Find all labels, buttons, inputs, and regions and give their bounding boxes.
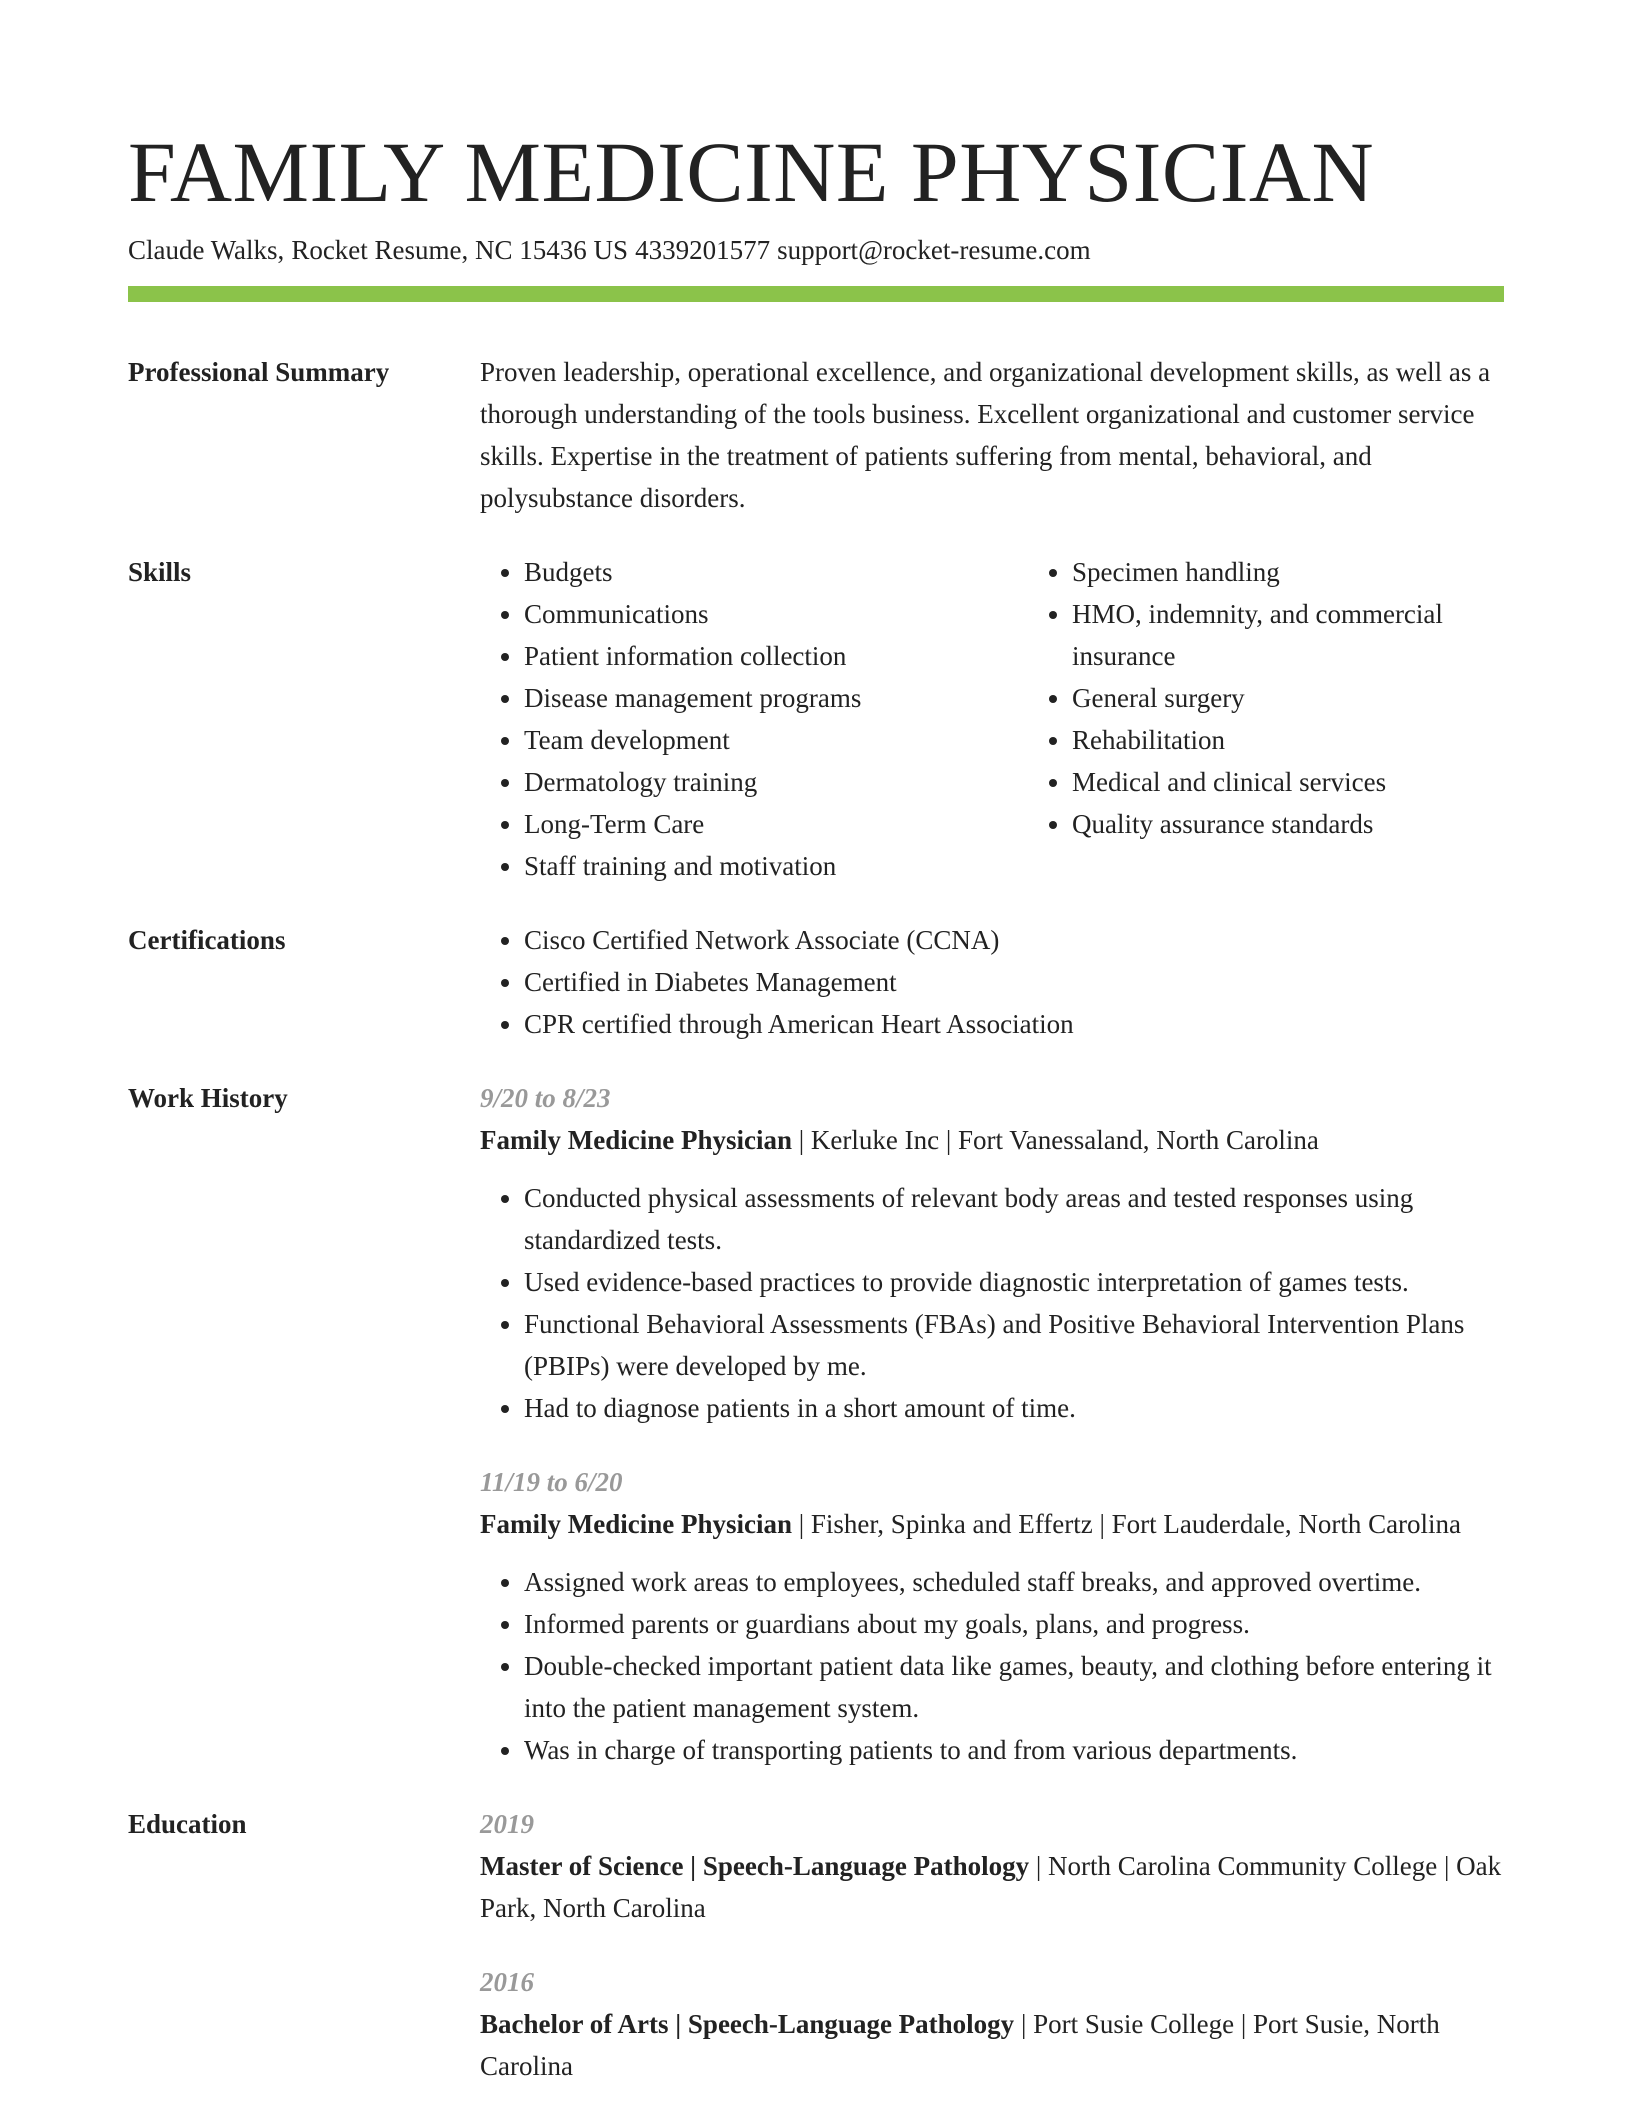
job-heading xyxy=(480,1119,1504,1161)
work-history-section xyxy=(128,1077,1504,1771)
skill-item: • Rehabilitation xyxy=(1072,719,1532,761)
education-entry xyxy=(480,1961,1504,2087)
skills-body xyxy=(480,551,1532,887)
skill-item: • Quality assurance standards xyxy=(1072,803,1532,845)
education-heading-line xyxy=(480,2003,1504,2087)
certifications-heading: Certifications xyxy=(128,925,286,955)
job-duty: • Was in charge of transporting patients to and from various departments. xyxy=(524,1729,1504,1771)
job-duty: • Assigned work areas to employees, scheduled staff breaks, and approved overtime. xyxy=(524,1561,1504,1603)
job-duty: • Double-checked important patient data like games, beauty, and clothing before entering it into the patient management system. xyxy=(524,1645,1504,1729)
skill-item: • Patient information collection xyxy=(524,635,1028,677)
job-entry xyxy=(480,1461,1504,1771)
job-date: 9/20 to 8/23 xyxy=(480,1083,611,1113)
job-duty: • Functional Behavioral Assessments (FBAs) and Positive Behavioral Intervention Plans (PBIPs) were developed by me. xyxy=(524,1303,1504,1387)
education-date: 2016 xyxy=(480,1967,534,1997)
skill-item: • Communications xyxy=(524,593,1028,635)
job-details: | Fisher, Spinka and Effertz | Fort Lauderdale, North Carolina xyxy=(791,1509,1462,1539)
job-duty: • Conducted physical assessments of relevant body areas and tested responses using standardized tests. xyxy=(524,1177,1504,1261)
job-heading xyxy=(480,1503,1504,1545)
certification-item: • Certified in Diabetes Management xyxy=(524,961,1504,1003)
skill-item: • Medical and clinical services xyxy=(1072,761,1532,803)
job-date: 11/19 to 6/20 xyxy=(480,1467,623,1497)
skills-column-2 xyxy=(1028,551,1532,887)
skills-section xyxy=(128,551,1504,887)
skill-item: • General surgery xyxy=(1072,677,1532,719)
certification-item: • CPR certified through American Heart Association xyxy=(524,1003,1504,1045)
summary-body xyxy=(480,351,1504,519)
job-duties xyxy=(480,1177,1504,1429)
contact-line xyxy=(128,230,1091,270)
education-heading: Education xyxy=(128,1809,247,1839)
resume-title: FAMILY MEDICINE PHYSICIAN xyxy=(128,124,1375,220)
education-section xyxy=(128,1803,1504,2087)
skill-item: • Staff training and motivation xyxy=(524,845,1028,887)
certification-item: • Cisco Certified Network Associate (CCNA) xyxy=(524,919,1504,961)
header-divider xyxy=(128,286,1504,302)
job-details: | Kerluke Inc | Fort Vanessaland, North Carolina xyxy=(791,1125,1319,1155)
skill-item: • Team development xyxy=(524,719,1028,761)
skill-item: • Long-Term Care xyxy=(524,803,1028,845)
contact-address: Rocket Resume, NC 15436 US xyxy=(291,235,629,265)
summary-section xyxy=(128,351,1504,519)
education-body xyxy=(480,1803,1504,2087)
certifications-body xyxy=(480,919,1504,1045)
job-title: Family Medicine Physician xyxy=(480,1125,792,1155)
skills-column-1 xyxy=(480,551,1028,887)
education-details: | Port Susie College | Port Susie, North Carolina xyxy=(480,2009,1440,2081)
job-entry xyxy=(480,1077,1504,1429)
contact-name: Claude Walks, xyxy=(128,235,285,265)
job-title: Family Medicine Physician xyxy=(480,1509,792,1539)
education-date: 2019 xyxy=(480,1809,534,1839)
education-details: | North Carolina Community College | Oak Park, North Carolina xyxy=(480,1851,1502,1923)
education-degree: Bachelor of Arts | Speech-Language Pathology xyxy=(480,2009,1015,2039)
education-degree: Master of Science | Speech-Language Pathology xyxy=(480,1851,1030,1881)
skill-item: • Budgets xyxy=(524,551,1028,593)
contact-email: support@rocket-resume.com xyxy=(777,235,1091,265)
skill-item: • Disease management programs xyxy=(524,677,1028,719)
resume-sections xyxy=(128,351,1504,2119)
job-duty: • Informed parents or guardians about my goals, plans, and progress. xyxy=(524,1603,1504,1645)
education-entry xyxy=(480,1803,1504,1929)
job-duty: • Used evidence-based practices to provide diagnostic interpretation of games tests. xyxy=(524,1261,1504,1303)
education-heading-line xyxy=(480,1845,1504,1929)
summary-text: Proven leadership, operational excellence, and organizational development skills, as well as a thorough understanding of the tools business. Excellent organizational and customer service skills. Expertise in the treatment of patients suffering from mental, behavioral, and polysubstance disorders. xyxy=(480,357,1491,513)
work-history-heading: Work History xyxy=(128,1083,288,1113)
skill-item: • HMO, indemnity, and commercial insurance xyxy=(1072,593,1532,677)
job-duty: • Had to diagnose patients in a short amount of time. xyxy=(524,1387,1504,1429)
summary-heading: Professional Summary xyxy=(128,357,390,387)
skills-heading: Skills xyxy=(128,557,192,587)
job-duties xyxy=(480,1561,1504,1771)
certifications-section xyxy=(128,919,1504,1045)
skill-item: • Specimen handling xyxy=(1072,551,1532,593)
skill-item: • Dermatology training xyxy=(524,761,1028,803)
work-history-body xyxy=(480,1077,1504,1771)
contact-phone: 4339201577 xyxy=(635,235,771,265)
certifications-list xyxy=(480,919,1504,1045)
